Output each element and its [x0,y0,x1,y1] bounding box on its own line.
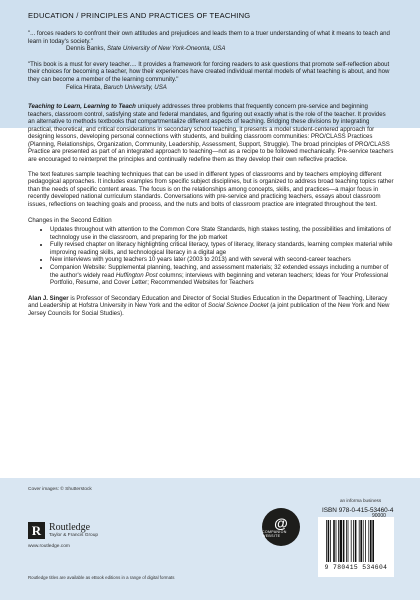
publisher-name: Routledge [49,522,91,533]
companion-website-badge [262,508,300,546]
list-item: • New interviews with young teachers 10 years later (2003 to 2013) and with several with second-career teachers [50,256,394,264]
huffington-post: Huffington Post [115,271,158,279]
changes-heading: Changes in the Second Edition [28,217,112,225]
price-code: 90000 [372,513,386,519]
book-title: Teaching to Learn, Learning to Teach [28,103,136,111]
quote-attribution [28,45,394,53]
at-sign-icon: @ [274,515,288,531]
list-item: • Fully revised chapter on literacy highlighting critical literacy, types of literacy, literacy standards, learning complex material while improving reading skills, and technological literacy in a digital age [50,241,394,256]
journal-title: Social Science Docket [207,302,269,310]
list-item: • Updates throughout with attention to the Common Core State Standards, high stakes testing, the possibilities and limitations of technology use in the classroom, and preparing for the job market [50,226,394,241]
publisher-group: Taylor & Francis Group [49,533,99,538]
cover-text [28,0,394,317]
publisher-url: www.routledge.com [28,544,70,549]
endorsement-quote-2 [28,61,394,91]
author-bio: Alan J. Singer is Professor of Secondary Education and Director of Social Studies Education in the Department of Teaching, Literacy and Leadership at Hofstra University in New York and the editor of Social Science Docket (a joint publication of the New York and New Jersey Councils for Social Studies). [28,294,390,317]
quote-attribution [28,84,394,92]
quote-text: "This book is a must for every teacher.... It provides a framework for forcing readers to ask questions that promote self-reflection about their choices for becoming a teacher, how their experiences have created individual mental models of what teaching is about, and how they can become a member of the learning community." [28,60,390,83]
author-name: Alan J. Singer [28,294,69,302]
barcode-digits: 9 780415 534604 [324,564,388,571]
isbn: ISBN 978-0-415-53460-4 [322,507,394,514]
changes-list [28,226,394,286]
category-heading: EDUCATION / PRINCIPLES AND PRACTICES OF TEACHING [28,11,251,20]
quote-text: "... forces readers to confront their own attitudes and prejudices and leads them to a truer understanding of what it means to teach and learn in today's society." [28,30,390,45]
quote-affiliation: Baruch University, USA [103,83,167,91]
ebook-note: Routledge titles are available as eBook editions in a range of digital formats [28,575,175,580]
quote-author: Felica Hirata, [66,83,102,91]
barcode [318,517,394,577]
description-paragraph-2: The text features sample teaching techniques that can be used in different types of classrooms and by teachers employing different pedagogical approaches. It includes examples from specific subject disciplines, but is organized to address broad teaching topics rather than the needs of specific content areas. The focus is on the relationships among concepts, skills, and practices—a major focus in recently developed national curriculum standards. Conversations with pre-service and practicing teachers, essays about classroom issues, reflections on teaching goals and process, and the nuts and bolts of classroom practice are integrated throughout the text. [28,170,394,208]
list-item: • Companion Website: Supplemental planning, teaching, and assessment materials; 32 extended essays including a number of the author's widely read Huffington Post columns; interviews with beginning and veteran teachers; Ideas for Your Professional Portfolio, Resume, and Cover Letter; Recommended Websites for Teachers [50,264,394,287]
publisher-logo [28,522,98,539]
quote-author: Dennis Banks, [66,45,106,53]
routledge-icon: R [28,522,45,539]
cover-credit: Cover images: © Shutterstock [28,487,92,492]
description-text: uniquely addresses three problems that frequently concern pre-service and beginning teachers, classroom control, satisfying state and federal mandates, and figuring out exactly what is the role of the teacher. It provides an alternative to methods textbooks that compartmentalize different aspects of teaching. Bridging these divisions by integrating practical, theoretical, and critical considerations in secondary school teaching, it presents a model student-centered approach for designing lessons, developing personal connections with students, and building classroom communities: PRO/CLASS Practices (Planning, Relationships, Organization, Community, Leadership, Assessment, Support, Struggle). The broad principles of PRO/CLASS Practice are presented as part of an integrated approach to teaching—not as a recipe to be followed mechanically. Pre-service teachers are encouraged to reinterpret the principles and continually redefine them as they develop their own reflective practice. [28,103,394,163]
description-paragraph-1 [28,103,394,163]
quote-affiliation: State University of New York-Oneonta, USA [107,45,226,53]
informa-note: an informa business [340,498,382,503]
barcode-icon [326,520,386,564]
endorsement-quote-1 [28,30,394,53]
companion-label: COMPANION WEBSITE [262,530,287,538]
